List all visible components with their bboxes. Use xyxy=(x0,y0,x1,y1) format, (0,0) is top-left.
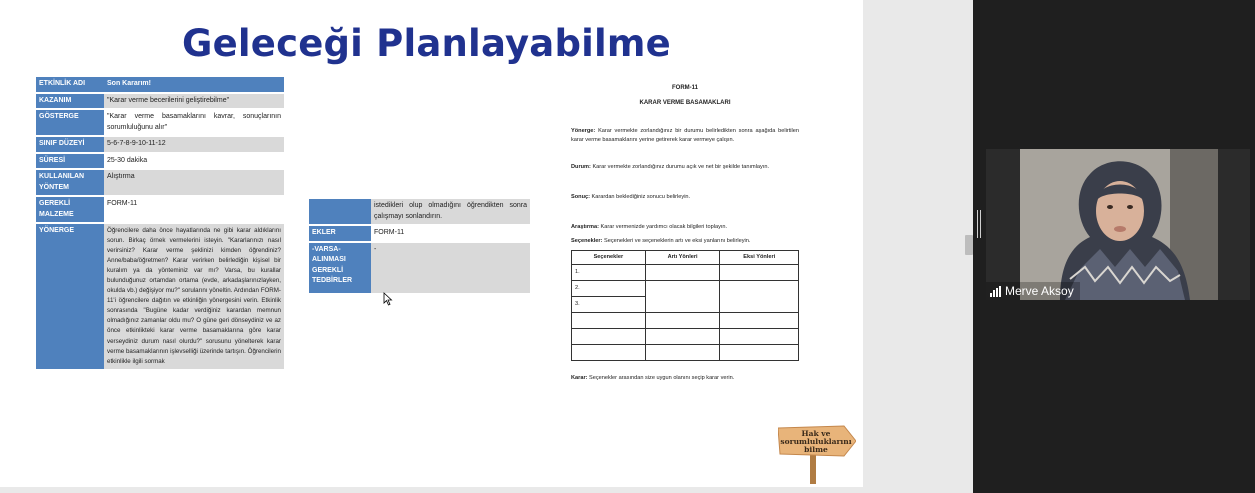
row-label: GÖSTERGE xyxy=(36,109,104,136)
participant-video-tile[interactable] xyxy=(986,149,1250,300)
mouse-cursor-icon xyxy=(383,292,393,306)
row-value: istedikleri olup olmadığını öğrendikten sonra çalışmayı sonlandırın. xyxy=(371,199,530,225)
table-row xyxy=(36,93,284,110)
table-row xyxy=(309,242,530,294)
step-text: Karar vermenizde yardımcı olacak bilgileri toplayın. xyxy=(600,223,728,230)
signal-bars-icon xyxy=(990,286,1001,297)
choices-table xyxy=(571,250,799,361)
choice-cell: 3. xyxy=(572,296,646,312)
panel-resize-handle[interactable] xyxy=(977,210,983,238)
step-text: Karar vermekte zorlandığınız durumu açık ve net bir şekilde tanımlayın. xyxy=(592,164,770,171)
step-term: Seçenekler: xyxy=(571,237,603,244)
form-step xyxy=(571,193,799,202)
table-row xyxy=(36,77,284,93)
row-value: 25-30 dakika xyxy=(104,153,284,170)
row-value: - xyxy=(371,242,530,294)
table-row xyxy=(36,136,284,153)
table-row xyxy=(36,109,284,136)
table-row xyxy=(572,280,799,296)
cons-cell xyxy=(720,328,799,344)
table-row xyxy=(36,196,284,223)
slide-title: Geleceği Planlayabilme xyxy=(182,22,671,65)
step-term: Yönerge: xyxy=(571,128,596,135)
row-value: Alıştırma xyxy=(104,169,284,196)
pros-cell xyxy=(645,312,720,328)
row-value: 5-6-7-8-9-10-11-12 xyxy=(104,136,284,153)
choice-cell xyxy=(572,312,646,328)
pros-cell xyxy=(645,264,720,280)
row-label: YÖNERGE xyxy=(36,223,104,370)
row-label: KULLANILAN YÖNTEM xyxy=(36,169,104,196)
column-header: Seçenekler xyxy=(572,250,646,264)
form-step xyxy=(571,237,799,246)
form-heading: KARAR VERME BASAMAKLARI xyxy=(639,99,731,106)
column-header: Eksi Yönleri xyxy=(720,250,799,264)
cons-cell xyxy=(720,264,799,280)
row-label: ETKİNLİK ADI xyxy=(36,77,104,93)
table-row xyxy=(572,264,799,280)
step-term: Araştırma: xyxy=(571,223,599,230)
table-row xyxy=(36,223,284,370)
table-row xyxy=(572,312,799,328)
row-label: SINIF DÜZEYİ xyxy=(36,136,104,153)
row-value: Son Kararım! xyxy=(104,77,284,93)
form-step xyxy=(571,163,799,172)
row-value: "Karar verme basamaklarını kavrar, sonuçlarının sorumluluğunu alır" xyxy=(104,109,284,136)
step-text: Seçenekler arasından size uygun olanını seçip karar verin. xyxy=(589,374,735,381)
pros-cell xyxy=(645,344,720,360)
sign-text-line2: sorumluluklarını xyxy=(780,437,852,446)
scrollbar-thumb[interactable] xyxy=(965,235,973,255)
form-step xyxy=(571,374,799,383)
table-row xyxy=(309,199,530,225)
choice-cell: 2. xyxy=(572,280,646,296)
cons-cell xyxy=(720,280,799,312)
row-value: "Karar verme becerilerini geliştirebilme" xyxy=(104,93,284,110)
row-value: FORM-11 xyxy=(371,225,530,242)
form-11 xyxy=(571,84,799,383)
table-row xyxy=(36,169,284,196)
row-value: FORM-11 xyxy=(104,196,284,223)
table-header-row xyxy=(572,250,799,264)
pros-cell xyxy=(645,280,720,312)
step-text: Seçenekleri ve seçeneklerin artı ve eksi yanlarını belirleyin. xyxy=(603,237,751,244)
activity-table-continued xyxy=(309,199,530,295)
participant-name: Merve Aksoy xyxy=(1005,284,1074,298)
form-step xyxy=(571,223,799,232)
table-row xyxy=(309,225,530,242)
sign-text-line1: Hak ve xyxy=(801,429,831,438)
step-text: Karar vermekte zorlandığınız bir durumu belirledikten sonra aşağıda belirtilen karar verme basamaklarını yerine getirerek karar vermeye çalışın. xyxy=(571,128,799,144)
participant-name-tag xyxy=(986,282,1080,300)
choice-cell: 1. xyxy=(572,264,646,280)
participant-video-icon xyxy=(1020,149,1218,300)
row-label: -VARSA- ALINMASI GEREKLİ TEDBİRLER xyxy=(309,242,371,294)
table-row xyxy=(36,153,284,170)
row-label: SÜRESİ xyxy=(36,153,104,170)
row-value: Öğrencilere daha önce hayatlarında ne gibi karar aldıklarını sorun. Birkaç örnek vermelerini isteyin. "Kararlarınızı nasıl verirsiniz? Karar verme şeklinizi kimden öğrendiniz? Anne/baba/öğretmen? Karar verirken belirlediğin kişisel bir kuralım ya da yönteminiz var mı? Varsa, bu kurallar bulunduğunuz ortamdan ortama (evde, arkadaşlarınızlayken, okulda vb.) değişiyor mu?" sorularını yöneltin. Ardından FORM-11'i öğrencilere dağıtın ve etkinliğin yönergesini verin. Etkinlik sonrasında "Bugüne kadar verdiğiniz karardan memnun olmadığınız zamanlar oldu mu? O güne geri dönseydiniz ve az önce etkinlikteki karar verme basamaklarına göre karar verseydiniz durum nasıl olurdu?" sorusunu yönelterek karar verme basamaklarının işlevselliği üzerinde tartışın. Öğrencilerin etkinlikle ilgili sormak xyxy=(104,223,284,370)
sign-text-line3: bilme xyxy=(804,445,828,454)
form-step xyxy=(571,127,799,145)
activity-table xyxy=(36,77,284,371)
choice-cell xyxy=(572,328,646,344)
signpost-icon xyxy=(778,424,856,484)
slide-margin xyxy=(863,0,973,493)
pros-cell xyxy=(645,328,720,344)
cons-cell xyxy=(720,312,799,328)
form-code: FORM-11 xyxy=(671,85,698,91)
row-label: EKLER xyxy=(309,225,371,242)
table-row xyxy=(572,344,799,360)
row-label xyxy=(309,199,371,225)
row-label: GEREKLİ MALZEME xyxy=(36,196,104,223)
row-label: KAZANIM xyxy=(36,93,104,110)
step-term: Karar: xyxy=(571,374,588,381)
step-text: Karardan beklediğiniz sonucu belirleyin. xyxy=(591,194,691,200)
table-row xyxy=(572,328,799,344)
column-header: Artı Yönleri xyxy=(645,250,720,264)
cons-cell xyxy=(720,344,799,360)
choice-cell xyxy=(572,344,646,360)
step-term: Sonuç: xyxy=(571,194,590,200)
step-term: Durum: xyxy=(571,164,591,171)
